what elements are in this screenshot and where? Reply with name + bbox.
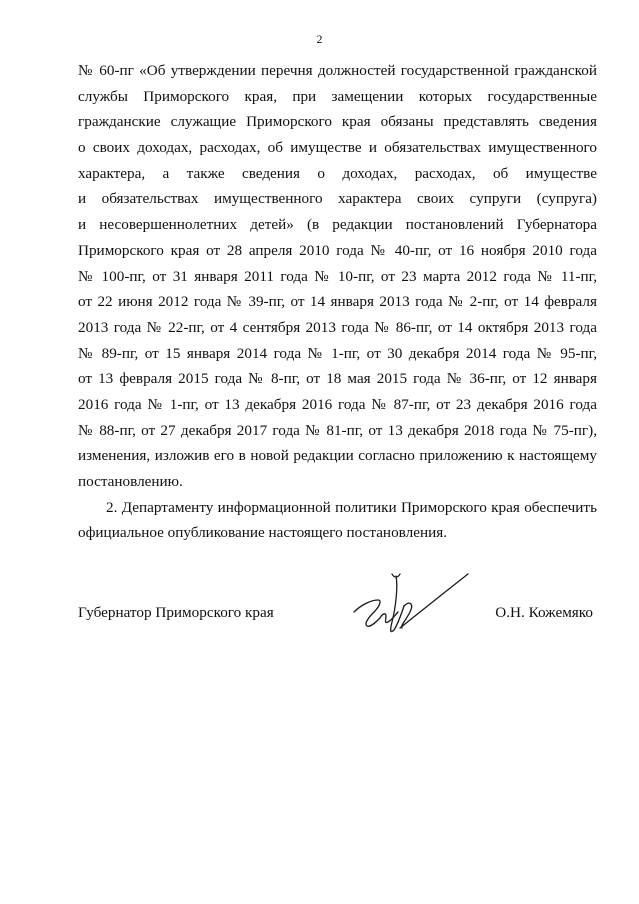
body-line: и несовершеннолетних детей» (в редакции постановлений Губернатора — [78, 216, 597, 234]
body-line: № 88-пг, от 27 декабря 2017 года № 81-пг, от 13 декабря 2018 года № 75-пг), — [78, 421, 597, 439]
body-line: от 13 февраля 2015 года № 8-пг, от 18 мая 2015 года № 36-пг, от 12 января — [78, 370, 597, 388]
body-line: № 100-пг, от 31 января 2011 года № 10-пг, от 23 марта 2012 года № 11-пг, — [78, 267, 597, 285]
body-line: 2013 года № 22-пг, от 4 сентября 2013 года № 86-пг, от 14 октября 2013 года — [78, 318, 597, 336]
body-line: гражданские служащие Приморского края обязаны представлять сведения — [78, 113, 597, 131]
signer-name: О.Н. Кожемяко — [495, 604, 593, 621]
body-line: изменения, изложив его в новой редакции согласно приложению к настоящему — [78, 447, 597, 465]
body-line: Приморского края от 28 апреля 2010 года № 40-пг, от 16 ноября 2010 года — [78, 241, 597, 259]
page-number: 2 — [316, 32, 323, 46]
body-line: службы Приморского края, при замещении которых государственные — [78, 87, 597, 105]
body-line: № 89-пг, от 15 января 2014 года № 1-пг, от 30 декабря 2014 года № 95-пг, — [78, 344, 597, 362]
body-line: 2016 года № 1-пг, от 13 декабря 2016 года № 87-пг, от 23 декабря 2016 года — [78, 395, 597, 413]
signer-title: Губернатор Приморского края — [78, 604, 274, 621]
body-line: характера, а также сведения о доходах, расходах, об имуществе — [78, 164, 597, 182]
signature-block — [78, 596, 597, 656]
body-line: о своих доходах, расходах, об имуществе и обязательствах имущественного — [78, 139, 597, 157]
body-line: от 22 июня 2012 года № 39-пг, от 14 января 2013 года № 2-пг, от 14 февраля — [78, 293, 597, 311]
body-line: 2. Департаменту информационной политики Приморского края обеспечить — [106, 498, 597, 516]
handwritten-signature — [340, 566, 470, 656]
body-line: постановлению. — [78, 473, 183, 490]
body-line: официальное опубликование настоящего постановления. — [78, 524, 447, 542]
body-line: и обязательствах имущественного характера своих супруги (супруга) — [78, 190, 597, 208]
document-body — [78, 58, 597, 546]
body-line: № 60-пг «Об утверждении перечня должностей государственной гражданской — [78, 62, 597, 79]
